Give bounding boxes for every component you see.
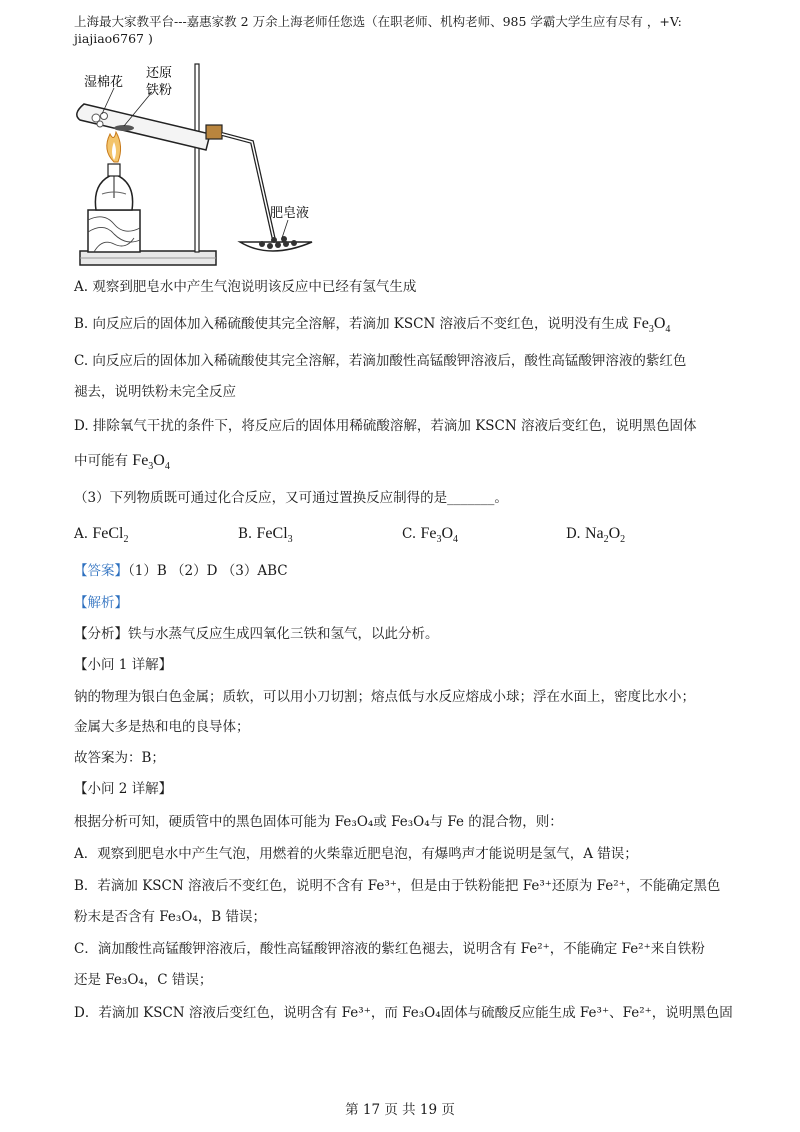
subq2-option-d-1: D．若滴加 KSCN 溶液后变红色，说明含有 Fe³⁺，而 Fe₃O₄固体与硫酸反应能生成 Fe³⁺、Fe²⁺，说明黑色固 (74, 1005, 733, 1021)
subq2-option-a: A．观察到肥皂水中产生气泡，用燃着的火柴靠近肥皂泡，有爆鸣声才能说明是氢气，A 错误； (74, 846, 638, 862)
option-c-line-2: 褪去，说明铁粉未完全反应 (74, 384, 236, 400)
label-wet-cotton: 湿棉花 (84, 75, 124, 90)
subq2-line-1: 根据分析可知，硬质管中的黑色固体可能为 Fe₃O₄或 Fe₃O₄与 Fe 的混合物，则： (74, 814, 563, 830)
answer-tag: 【答案】 (74, 563, 128, 579)
test-tube (77, 104, 210, 150)
q3-option-b: B. FeCl$_3$ (238, 525, 293, 546)
apparatus-diagram (74, 62, 374, 272)
delivery-tube (222, 134, 274, 240)
subq1-line-1: 钠的物理为银白色金属；质软，可以用小刀切割；熔点低与水反应熔成小球；浮在水面上，密度比水小； (74, 689, 695, 705)
option-b-text: B. 向反应后的固体加入稀硫酸使其完全溶解，若滴加 KSCN 溶液后不变红色，说明没有生成 (74, 316, 633, 332)
page-footer: 第 17 页 共 19 页 (345, 1102, 455, 1118)
q3-option-d: D. $Na_2O_2$ (566, 525, 626, 546)
answer-text: （1）B （2）D （3）ABC (128, 563, 288, 579)
label-soap-solution: 肥皂液 (270, 206, 310, 221)
header-line-2: jiajiao6767 ) (74, 31, 153, 46)
answer-line (74, 562, 288, 580)
subq2-option-c-2: 还是 Fe₃O₄，C 错误； (74, 972, 213, 988)
option-a: A. 观察到肥皂水中产生气泡说明该反应中已经有氢气生成 (74, 279, 417, 295)
subq2-title: 【小问 2 详解】 (74, 781, 173, 797)
label-reduced-iron-1: 还原 (146, 66, 173, 81)
q3-stem: （3）下列物质既可通过化合反应，又可通过置换反应制得的是_______。 (74, 490, 508, 506)
analysis-tag: 【解析】 (74, 595, 128, 611)
option-b (74, 315, 670, 339)
clamp (206, 125, 222, 139)
option-d-line-2: 中可能有 $Fe_3O_4$ (74, 452, 170, 473)
header-line-1: 上海最大家教平台---嘉惠家教 2 万余上海老师任您选（在职老师、机构老师、985 学霸大学生应有尽有 ，+V: (74, 14, 682, 29)
subq2-option-b-2: 粉末是否含有 Fe₃O₄，B 错误； (74, 909, 267, 925)
subq2-option-b-1: B．若滴加 KSCN 溶液后不变红色，说明不含有 Fe³⁺，但是由于铁粉能把 Fe³⁺还原为 Fe²⁺，不能确定黑色 (74, 878, 721, 894)
subq1-line-2: 金属大多是热和电的良导体； (74, 719, 250, 735)
subq1-line-3: 故答案为：B； (74, 750, 165, 766)
analysis-fenxi: 【分析】铁与水蒸气反应生成四氧化三铁和氢气，以此分析。 (74, 626, 439, 642)
option-c-line-1: C. 向反应后的固体加入稀硫酸使其完全溶解，若滴加酸性高锰酸钾溶液后，酸性高锰酸钾溶液的紫红色 (74, 353, 687, 369)
stand-rod (195, 64, 199, 252)
page-header (74, 13, 734, 47)
option-d-line-1: D. 排除氧气干扰的条件下，将反应后的固体用稀硫酸溶解，若滴加 KSCN 溶液后变红色，说明黑色固体 (74, 418, 697, 434)
label-reduced-iron-2: 铁粉 (146, 83, 173, 98)
formula-fe3o4: $Fe_3O_4$ (132, 452, 170, 473)
wooden-block (88, 210, 140, 252)
q3-option-a: A. FeCl$_2$ (74, 525, 129, 546)
subq1-title: 【小问 1 详解】 (74, 657, 173, 673)
subq2-option-c-1: C．滴加酸性高锰酸钾溶液后，酸性高锰酸钾溶液的紫红色褪去，说明含有 Fe²⁺，不能确定 Fe²⁺来自铁粉 (74, 941, 705, 957)
alcohol-lamp (95, 164, 132, 210)
soap-dish (240, 236, 312, 251)
q3-option-c: C. $Fe_3O_4$ (402, 525, 458, 546)
formula-fe3o4: $Fe_3O_4$ (632, 315, 671, 336)
